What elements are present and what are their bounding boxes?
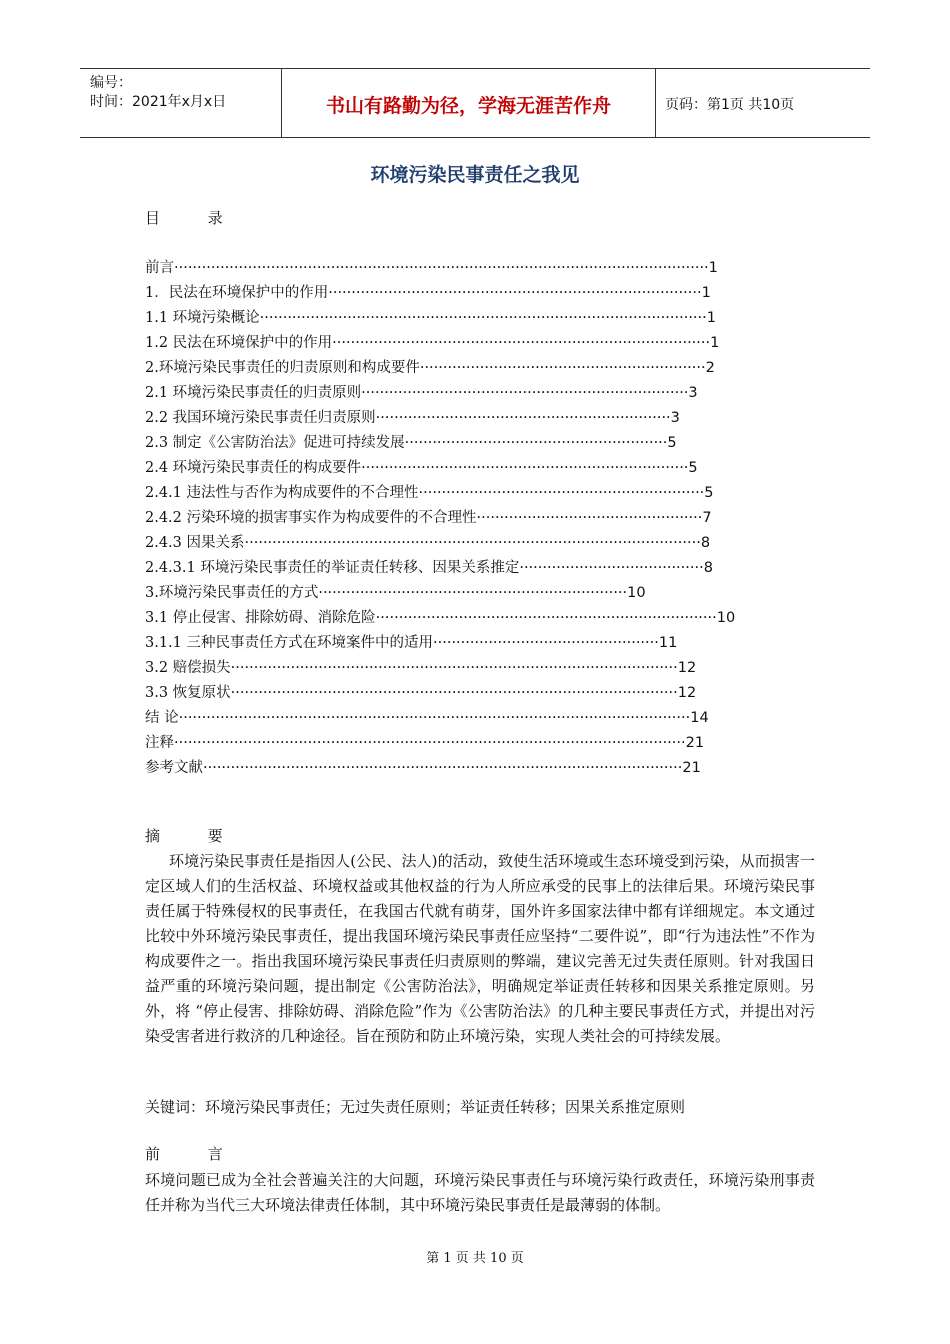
toc-entry[interactable] xyxy=(145,256,765,281)
toc-entry[interactable] xyxy=(145,331,765,356)
toc-entry-label: 参考文献 xyxy=(145,760,203,776)
toc-entry-label: 前言 xyxy=(145,260,174,276)
toc-entry-label: 结 论 xyxy=(145,710,179,726)
toc-entry-page: 14 xyxy=(690,710,709,726)
toc-leader-dots: ········································································································ xyxy=(203,760,683,776)
toc-leader-dots: ································································································· xyxy=(259,310,707,326)
toc-leader-dots: ······································································· xyxy=(361,385,689,401)
header-page-cell xyxy=(656,69,870,137)
motto: 书山有路勤为径，学海无涯苦作舟 xyxy=(325,95,611,117)
toc-leader-dots: ··············································································································· xyxy=(174,735,686,751)
toc-leader-dots: ················································· xyxy=(433,635,659,651)
toc-entry-page: 1 xyxy=(701,285,711,301)
toc-leader-dots: ······································································· xyxy=(361,460,689,476)
preface-text: 环境问题已成为全社会普遍关注的大问题，环境污染民事责任与环境污染行政责任，环境污染刑事责任并称为当代三大环境法律责任体制，其中环境污染民事责任是最薄弱的体制。 xyxy=(145,1171,815,1214)
toc-entry-page: 3 xyxy=(688,385,698,401)
toc-leader-dots: ·················································································· xyxy=(332,335,711,351)
toc-entry-page: 21 xyxy=(682,760,701,776)
page-footer: 第 1 页 共 10 页 xyxy=(426,1251,524,1266)
toc-leader-dots: ··································································· xyxy=(318,585,628,601)
document-title: 环境污染民事责任之我见 xyxy=(370,164,580,186)
toc-entry-page: 10 xyxy=(716,610,736,626)
toc-leader-dots: ································································ xyxy=(375,410,671,426)
toc-entry-label: 3.2 赔偿损失 xyxy=(145,660,231,676)
toc-entry[interactable] xyxy=(145,631,765,656)
toc-entry[interactable] xyxy=(145,531,765,556)
toc-entry[interactable] xyxy=(145,381,765,406)
toc-leader-dots: ································································································· xyxy=(230,685,678,701)
toc-entry-page: 5 xyxy=(688,460,698,476)
toc-heading: 目 录 xyxy=(145,209,223,227)
toc-leader-dots: ···················································································································· xyxy=(174,260,709,276)
toc-entry[interactable] xyxy=(145,731,765,756)
toc-entry-label: 1.1 环境污染概论 xyxy=(145,310,260,326)
toc-leader-dots: ································································································· xyxy=(230,660,678,676)
toc-entry-label: 3.环境污染民事责任的方式 xyxy=(145,585,319,601)
toc-entry-page: 11 xyxy=(658,635,678,651)
toc-entry-page: 21 xyxy=(685,735,705,751)
toc-entry[interactable] xyxy=(145,656,765,681)
toc-entry-page: 7 xyxy=(702,510,712,526)
toc-entry[interactable] xyxy=(145,581,765,606)
table-of-contents xyxy=(145,256,765,781)
toc-entry-label: 2.4.1 违法性与否作为构成要件的不合理性 xyxy=(145,485,419,501)
toc-entry-label: 2.3 制定《公害防治法》促进可持续发展 xyxy=(145,435,405,451)
toc-entry[interactable] xyxy=(145,556,765,581)
header-meta-cell xyxy=(80,69,282,137)
toc-entry-label: 3.1 停止侵害、排除妨碍、消除危险 xyxy=(145,610,376,626)
toc-entry[interactable] xyxy=(145,481,765,506)
toc-leader-dots: ·········································································· xyxy=(375,610,717,626)
toc-leader-dots: ······························································ xyxy=(419,360,706,376)
toc-entry-label: 2.4.2 污染环境的损害事实作为构成要件的不合理性 xyxy=(145,510,477,526)
toc-entry-label: 1．民法在环境保护中的作用 xyxy=(145,285,329,301)
toc-entry-label: 3.3 恢复原状 xyxy=(145,685,231,701)
toc-leader-dots: ······························································ xyxy=(418,485,705,501)
toc-entry-label: 注释 xyxy=(145,735,174,751)
toc-entry[interactable] xyxy=(145,506,765,531)
toc-entry-page: 1 xyxy=(710,335,720,351)
toc-leader-dots: ··································································································· xyxy=(244,535,701,551)
toc-entry-label: 2.环境污染民事责任的归责原则和构成要件 xyxy=(145,360,420,376)
toc-entry-label: 2.4.3 因果关系 xyxy=(145,535,245,551)
toc-leader-dots: ················································· xyxy=(476,510,703,526)
toc-entry-page: 2 xyxy=(705,360,715,376)
toc-entry[interactable] xyxy=(145,706,765,731)
toc-leader-dots: ························································· xyxy=(404,435,668,451)
toc-entry[interactable] xyxy=(145,456,765,481)
toc-entry-page: 8 xyxy=(700,535,711,551)
toc-entry[interactable] xyxy=(145,306,765,331)
toc-entry-label: 2.4.3.1 环境污染民事责任的举证责任转移、因果关系推定 xyxy=(145,560,520,576)
toc-entry-page: 12 xyxy=(677,685,697,701)
toc-entry[interactable] xyxy=(145,406,765,431)
toc-entry-page: 8 xyxy=(703,560,713,576)
toc-entry-page: 12 xyxy=(677,660,697,676)
header-table xyxy=(80,68,870,138)
toc-entry[interactable] xyxy=(145,606,765,631)
toc-entry[interactable] xyxy=(145,431,765,456)
toc-leader-dots: ··············································································································· xyxy=(178,710,691,726)
toc-entry-page: 5 xyxy=(667,435,677,451)
toc-entry-page: 3 xyxy=(670,410,680,426)
header-motto-cell xyxy=(282,69,656,137)
toc-entry[interactable] xyxy=(145,356,765,381)
toc-leader-dots: ········································ xyxy=(519,560,704,576)
toc-entry-page: 1 xyxy=(708,260,718,276)
toc-entry-label: 2.1 环境污染民事责任的归责原则 xyxy=(145,385,362,401)
toc-entry-page: 10 xyxy=(627,585,646,601)
keywords: 关键词：环境污染民事责任；无过失责任原则；举证责任转移；因果关系推定原则 xyxy=(145,1098,686,1116)
toc-entry[interactable] xyxy=(145,756,765,781)
date-text: 时间：2021年x月x日 xyxy=(90,94,227,110)
toc-entry[interactable] xyxy=(145,281,765,306)
abstract-text: 环境污染民事责任是指因人(公民、法人)的活动，致使生活环境或生态环境受到污染，从而损害一定区域人们的生活权益、环境权益或其他权益的行为人所应承受的民事上的法律后果。环境污染民事责任属于特殊侵权的民事责任，在我国古代就有萌芽，国外许多国家法律中都有详细规定。本文通过比较中外环境污染民事责任，提出我国环境污染民事责任应坚持“二要件说”，即“行为违法性”不作为构成要件之一。指出我国环境污染民事责任归责原则的弊端，建议完善无过失责任原则。针对我国日益严重的环境污染问题，提出制定《公害防治法》，明确规定举证责任转移和因果关系推定原则。另外，将 “停止侵害、排除妨碍、消除危险”作为《公害防治法》的几种主要民事责任方式，并提出对污染受害者进行救济的几种途径。旨在预防和防止环境污染，实现人类社会的可持续发展。 xyxy=(145,852,815,1045)
toc-entry[interactable] xyxy=(145,681,765,706)
toc-entry-label: 1.2 民法在环境保护中的作用 xyxy=(145,335,333,351)
preface-heading: 前 言 xyxy=(145,1145,223,1163)
toc-entry-page: 1 xyxy=(706,310,716,326)
toc-entry-page: 5 xyxy=(704,485,714,501)
toc-entry-label: 2.2 我国环境污染民事责任归责原则 xyxy=(145,410,376,426)
toc-leader-dots: ················································································· xyxy=(328,285,702,301)
page-info: 页码：第1页 共10页 xyxy=(665,97,795,113)
abstract-heading: 摘 要 xyxy=(145,827,223,845)
number-label: 编号： xyxy=(90,75,132,91)
toc-entry-label: 2.4 环境污染民事责任的构成要件 xyxy=(145,460,362,476)
toc-entry-label: 3.1.1 三种民事责任方式在环境案件中的适用 xyxy=(145,635,434,651)
